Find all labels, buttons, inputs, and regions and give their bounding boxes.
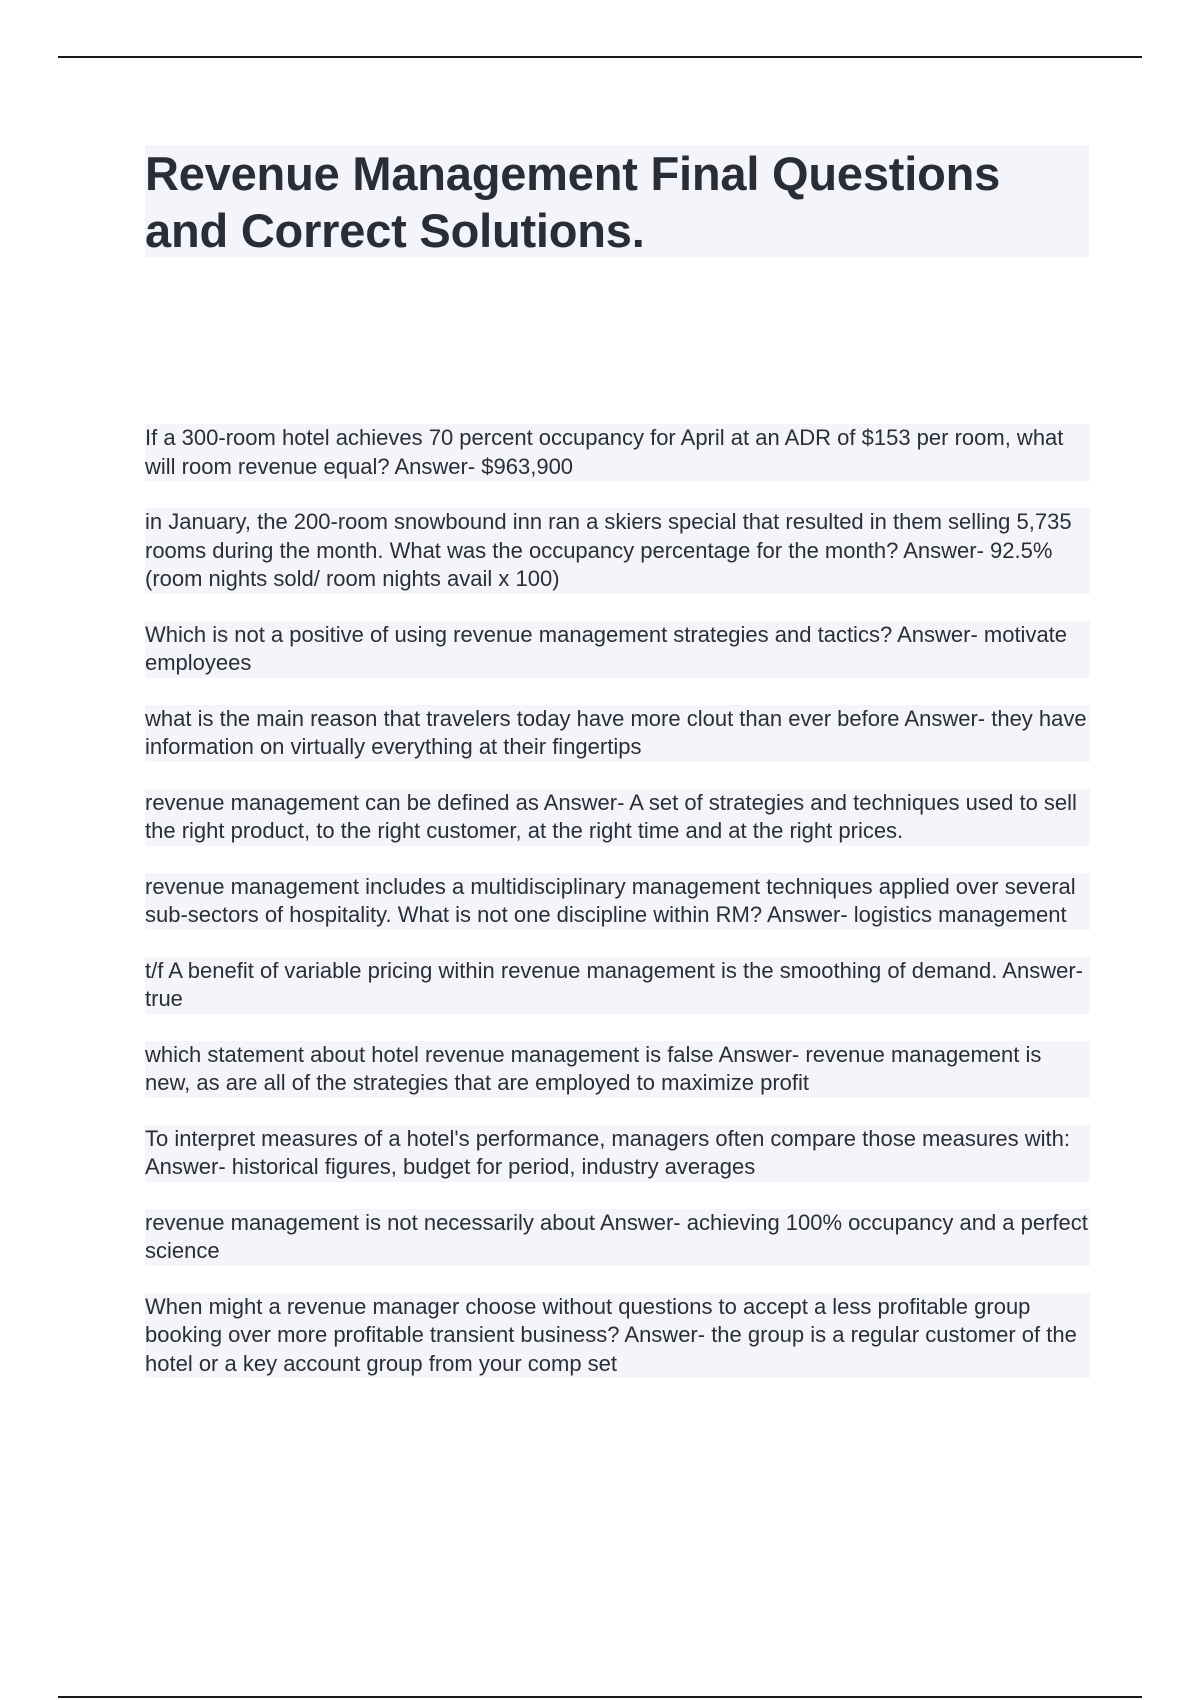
top-rule	[58, 56, 1142, 58]
page-title-line-1: Revenue Management Final Questions	[145, 147, 1001, 200]
qa-item-variable-pricing: t/f A benefit of variable pricing within revenue management is the smoothing of demand. Answer- true	[145, 957, 1090, 1014]
qa-item-not-a-positive: Which is not a positive of using revenue management strategies and tactics? Answer- motivate employees	[145, 621, 1090, 678]
qa-item-rm-disciplines: revenue management includes a multidisciplinary management techniques applied over several sub-sectors of hospitality. What is not one discipline within RM? Answer- logistics management	[145, 873, 1090, 930]
qa-item-performance-measures: To interpret measures of a hotel's performance, managers often compare those measures with: Answer- historical figures, budget for period, industry averages	[145, 1125, 1090, 1182]
qa-item-occupancy-percentage: in January, the 200-room snowbound inn ran a skiers special that resulted in them selling 5,735 rooms during the month. What was the occupancy percentage for the month? Answer- 92.5% (room nights sold/ room nights avail x 100)	[145, 508, 1090, 594]
page-title-line-2: and Correct Solutions.	[145, 204, 645, 257]
qa-item-false-statement: which statement about hotel revenue management is false Answer- revenue management is new, as are all of the strategies that are employed to maximize profit	[145, 1041, 1090, 1098]
qa-item-not-necessarily-about: revenue management is not necessarily about Answer- achieving 100% occupancy and a perfect science	[145, 1209, 1090, 1266]
qa-item-room-revenue: If a 300-room hotel achieves 70 percent occupancy for April at an ADR of $153 per room, what will room revenue equal? Answer- $963,900	[145, 424, 1090, 481]
page-title	[145, 145, 1089, 259]
qa-item-rm-definition: revenue management can be defined as Answer- A set of strategies and techniques used to sell the right product, to the right customer, at the right time and at the right prices.	[145, 789, 1090, 846]
qa-item-group-booking: When might a revenue manager choose without questions to accept a less profitable group booking over more profitable transient business? Answer- the group is a regular customer of the hotel or a key account group from your comp set	[145, 1293, 1090, 1379]
qa-item-traveler-clout: what is the main reason that travelers today have more clout than ever before Answer- they have information on virtually everything at their fingertips	[145, 705, 1090, 762]
title-block	[145, 145, 1089, 257]
question-answer-list	[145, 424, 1090, 1405]
bottom-rule	[58, 1696, 1142, 1698]
